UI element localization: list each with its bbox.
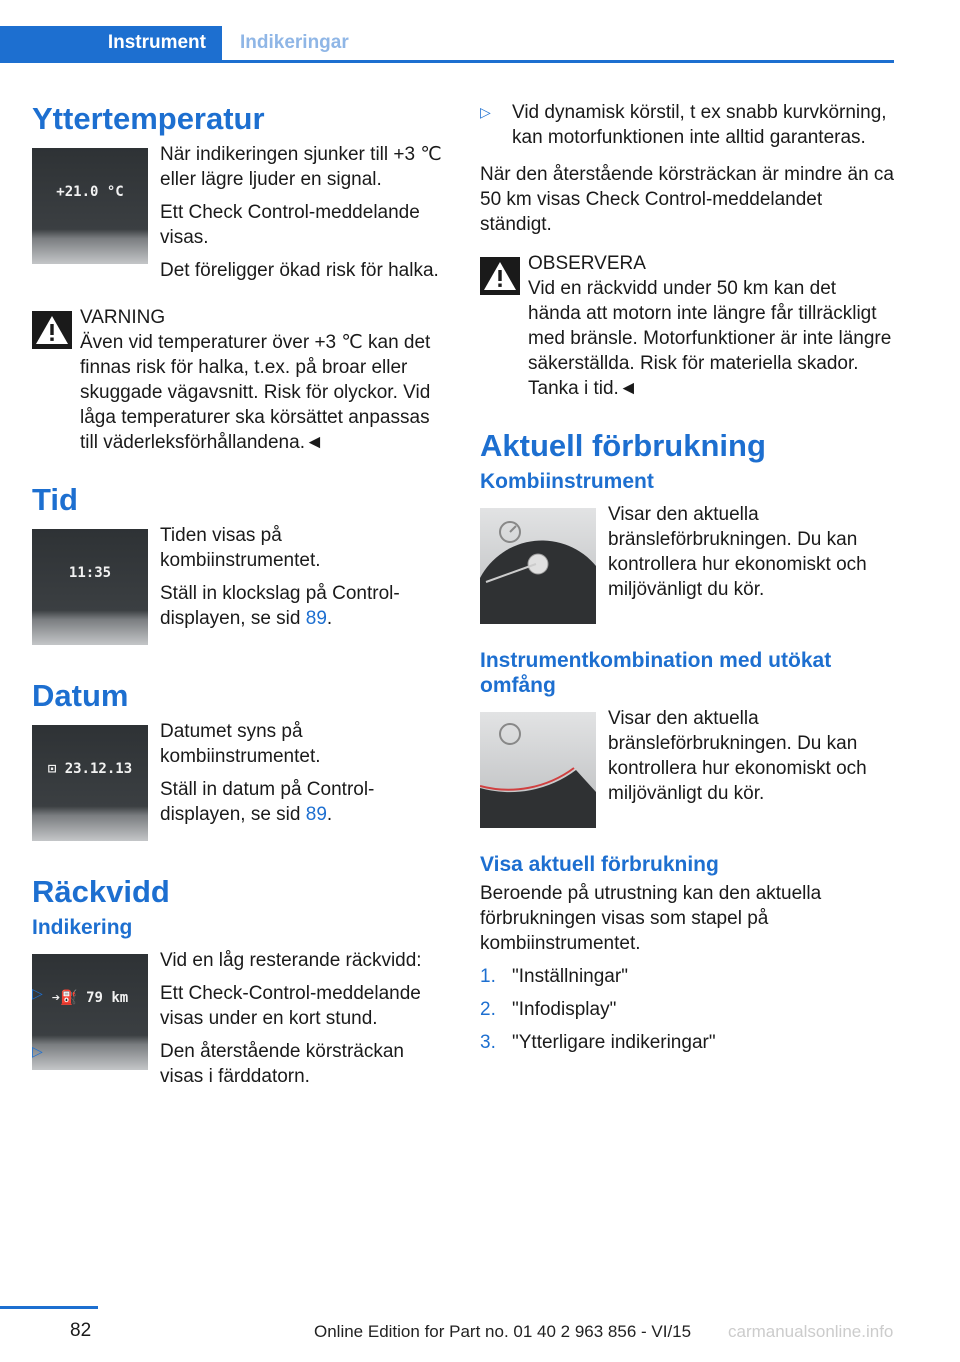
temperature-display-image xyxy=(32,148,148,264)
subheading-indikering: Indikering xyxy=(32,916,133,939)
temperature-display-text: +21.0 °C xyxy=(56,184,124,200)
ytter-p2: Ett Check Control-meddelande visas. xyxy=(160,202,420,248)
page-number: 82 xyxy=(70,1320,92,1341)
tid-p2-text: Ställ in klockslag på Control-displayen, se sid xyxy=(160,583,400,629)
tab-instrument[interactable]: Instrument xyxy=(0,26,222,60)
step-text: "Ytterligare indikeringar" xyxy=(512,1032,716,1053)
date-display-image xyxy=(32,725,148,841)
heading-tid: Tid xyxy=(32,482,78,517)
section-rackvidd xyxy=(32,873,446,1089)
visa-text: Beroende på utrustning kan den aktuella förbrukningen visas som stapel på kombiinstrumentet. xyxy=(480,883,822,954)
list-item xyxy=(480,997,894,1022)
list-item xyxy=(480,964,894,989)
tab-indikeringar[interactable]: Indikeringar xyxy=(240,32,349,53)
heading-rackvidd: Räckvidd xyxy=(32,874,170,909)
section-aktuell-forbrukning xyxy=(480,427,894,1055)
heading-aktuell-forbrukning: Aktuell förbrukning xyxy=(480,428,766,463)
heading-datum: Datum xyxy=(32,678,129,713)
warning-box xyxy=(32,305,446,455)
caution-text: Vid en räckvidd under 50 km kan det hända att motorn inte längre får tillräckligt med bränsle. Motorfunktioner är inte längre säkerställda. Risk för materiella skador. Tanka i tid.◄ xyxy=(528,278,892,399)
extended-gauge-image xyxy=(480,712,596,828)
clock-display-image xyxy=(32,529,148,645)
tid-p2-end: . xyxy=(326,608,333,629)
date-display-text: ⊡ 23.12.13 xyxy=(47,761,133,777)
triangle-bullet-icon: ▷ xyxy=(32,985,43,1001)
caution-triangle-icon xyxy=(480,257,520,295)
heading-yttertemperatur: Yttertemperatur xyxy=(32,101,265,136)
step-number: 2. xyxy=(480,999,496,1020)
utokat-text: Visar den aktuella bränsleförbrukningen. Du kan kontrollera hur ekonomiskt och miljövänligt du kör. xyxy=(608,708,867,804)
list-item xyxy=(32,1039,446,1089)
triangle-bullet-icon: ▷ xyxy=(32,1043,43,1059)
triangle-bullet-icon: ▷ xyxy=(480,104,491,120)
section-yttertemperatur xyxy=(32,100,446,455)
tid-page-link[interactable]: 89 xyxy=(305,608,327,629)
footer-edition-text: Online Edition for Part no. 01 40 2 963 856 - VI/15 xyxy=(314,1322,692,1341)
datum-p1: Datumet syns på kombiinstrumentet. xyxy=(160,721,321,767)
gauge-icon xyxy=(480,712,596,828)
range-display-text: ➔⛽ 79 km xyxy=(51,990,129,1006)
step-number: 1. xyxy=(480,966,496,987)
subheading-kombiinstrument: Kombiinstrument xyxy=(480,470,654,493)
subheading-utokat-omfang: Instrumentkombination med utökat omfång xyxy=(480,649,832,697)
step-number: 3. xyxy=(480,1032,496,1053)
bullet-text: Ett Check-Control-meddelande visas under en kort stund. xyxy=(160,983,421,1029)
list-item xyxy=(32,981,446,1031)
datum-p2-end: . xyxy=(326,804,333,825)
kombi-text: Visar den aktuella bränsleförbrukningen. Du kan kontrollera hur ekonomiskt och miljövänligt du kör. xyxy=(608,504,867,600)
footer-rule xyxy=(0,1306,98,1309)
warning-text: Även vid temperaturer över +3 ℃ kan det finnas risk för halka, t.ex. på broar eller skuggade vägavsnitt. Risk för olyckor. Vid låga temperaturer ska körsättet anpassas till väderleksförhållandena.◄ xyxy=(80,332,431,453)
watermark: carmanualsonline.info xyxy=(728,1322,894,1341)
list-item xyxy=(480,1030,894,1055)
left-column xyxy=(32,100,446,1097)
datum-page-link[interactable]: 89 xyxy=(305,804,327,825)
subheading-visa-aktuell: Visa aktuell förbrukning xyxy=(480,853,719,876)
step-text: "Infodisplay" xyxy=(512,999,617,1020)
tid-p1: Tiden visas på kombiinstrumentet. xyxy=(160,525,321,571)
bullet-text: Den återstående körsträckan visas i färddatorn. xyxy=(160,1041,404,1087)
bullet-text: Vid dynamisk körstil, t ex snabb kurvkörning, kan motorfunktionen inte alltid garanteras. xyxy=(512,102,887,148)
clock-display-text: 11:35 xyxy=(68,565,112,581)
datum-p2-text: Ställ in datum på Control-displayen, se sid xyxy=(160,779,375,825)
caution-label: OBSERVERA xyxy=(528,253,646,274)
consumption-gauge-image xyxy=(480,508,596,624)
right-column xyxy=(480,100,894,1063)
step-text: "Inställningar" xyxy=(512,966,628,987)
warning-triangle-icon xyxy=(32,311,72,349)
ytter-p1: När indikeringen sjunker till +3 ℃ eller lägre ljuder en signal. xyxy=(160,144,442,190)
ytter-p3: Det föreligger ökad risk för halka. xyxy=(160,260,439,281)
section-datum xyxy=(32,677,446,847)
header-tabbar xyxy=(0,26,894,63)
section-tid xyxy=(32,481,446,651)
warning-label: VARNING xyxy=(80,307,166,328)
rackvidd-p-after: När den återstående körsträckan är mindre än ca 50 km visas Check Control-meddelandet ständigt. xyxy=(480,164,894,235)
list-item xyxy=(480,100,894,150)
caution-box xyxy=(480,251,894,401)
gauge-icon xyxy=(480,508,596,624)
rackvidd-intro: Vid en låg resterande räckvidd: xyxy=(160,950,422,971)
